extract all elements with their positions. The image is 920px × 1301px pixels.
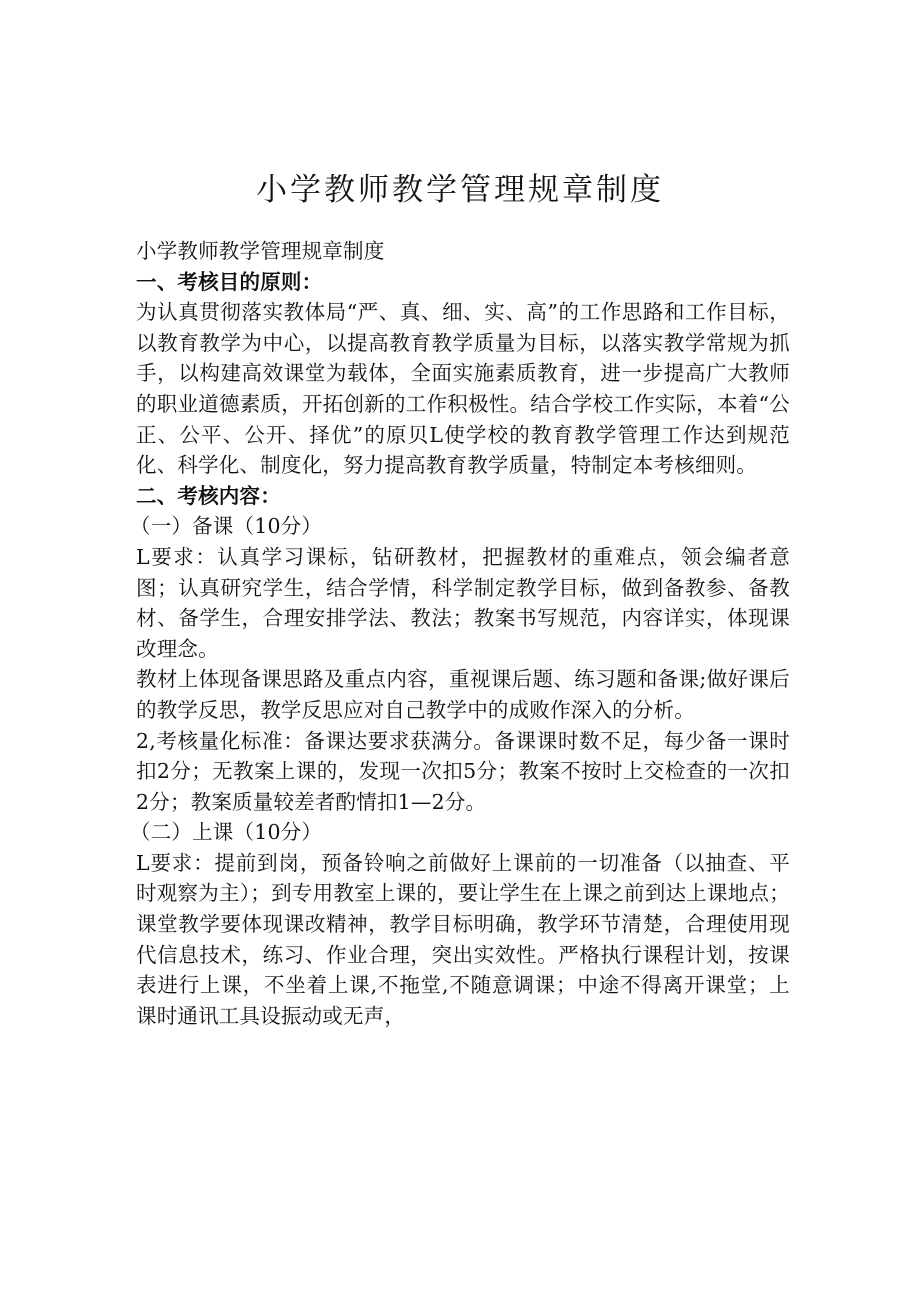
paragraph-prep-scoring: 2,考核量化标准：备课达要求获满分。备课课时数不足，每少备一课时扣2分；无教案上课的，发现一次扣5分；教案不按时上交检查的一次扣2分；教案质量较差者酌情扣1—2分。 [136, 728, 790, 814]
document-body [130, 236, 790, 1031]
subsection-heading-teaching: （二）上课（10分） [130, 820, 323, 845]
section-heading-purpose: 一、考核目的原则： [136, 269, 323, 294]
paragraph-prep-requirements: L要求：认真学习课标，钻研教材，把握教材的重难点，领会编者意图；认真研究学生，结合学情，科学制定教学目标，做到备教参、备教材、备学生，合理安排学法、教法；教案书写规范，内容详实，体现课改理念。 [136, 544, 790, 661]
document-title: 小学教师教学管理规章制度 [256, 172, 664, 208]
section-heading-content: 二、考核内容： [136, 483, 281, 508]
paragraph-purpose: 为认真贯彻落实教体局“严、真、细、实、高”的工作思路和工作目标，以教育教学为中心，以提高教育教学质量为目标，以落实教学常规为抓手，以构建高效课堂为载体，全面实施素质教育，进一步提高广大教师的职业道德素质，开拓创新的工作积极性。结合学校工作实际，本着“公正、公平、公开、择优”的原贝L使学校的教育教学管理工作达到规范化、科学化、制度化，努力提高教育教学质量，特制定本考核细则。 [136, 300, 790, 478]
subtitle-line: 小学教师教学管理规章制度 [136, 239, 385, 263]
subsection-heading-lesson-prep: （一）备课（10分） [130, 514, 323, 539]
paragraph-teaching-requirements: L要求：提前到岗，预备铃响之前做好上课前的一切准备（以抽查、平时观察为主）；到专用教室上课的，要让学生在上课之前到达上课地点；课堂教学要体现课改精神，教学目标明确，教学环节清楚，合理使用现代信息技术，练习、作业合理，突出实效性。严格执行课程计划，按课表进行上课，不坐着上课,不拖堂,不随意调课；中途不得离开课堂；上课时通讯工具设振动或无声， [136, 850, 790, 1028]
paragraph-prep-reflection: 教材上体现备课思路及重点内容，重视课后题、练习题和备课;做好课后的教学反思，教学反思应对自己教学中的成败作深入的分析。 [136, 667, 790, 722]
